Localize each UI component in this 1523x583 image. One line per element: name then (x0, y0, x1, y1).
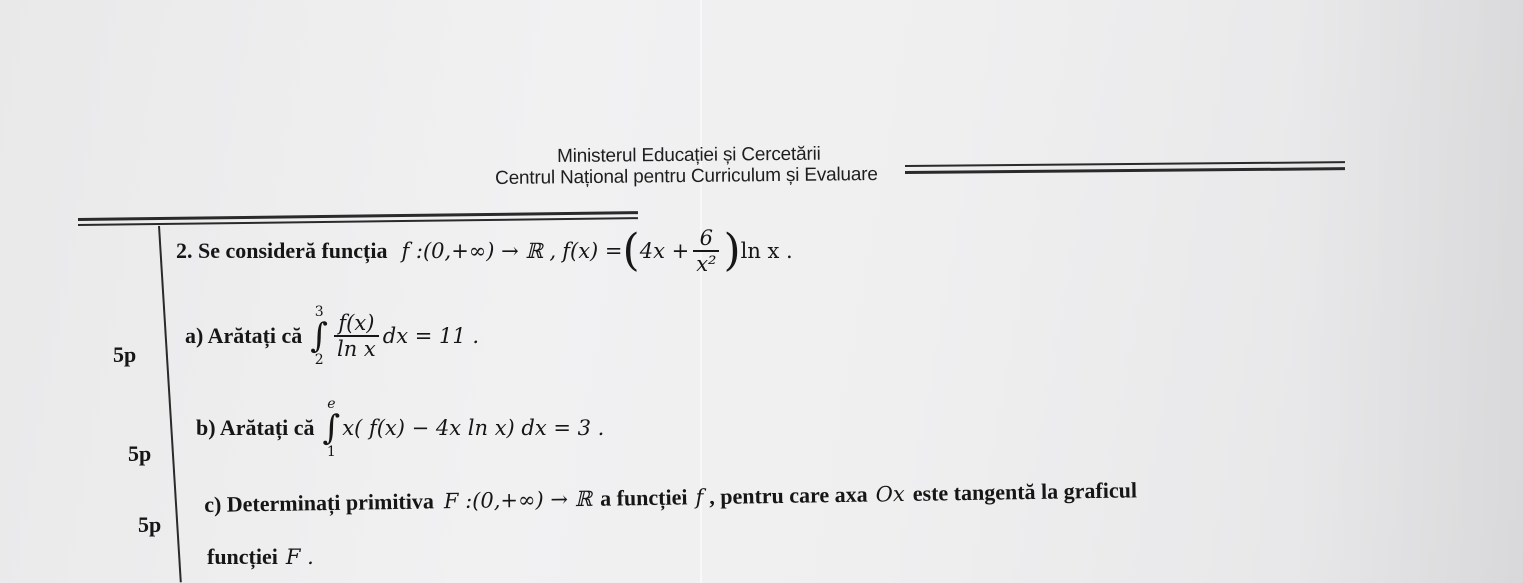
function-domain: f :(0,+∞) → ℝ , (401, 238, 557, 263)
part-a-points: 5p (113, 342, 137, 367)
part-a-denominator: ln x (337, 336, 376, 361)
part-a (185, 305, 479, 367)
integral-sign-icon: ∫ (322, 408, 341, 448)
page-shadow (1290, 0, 1523, 583)
function-def-left: f(x) = (562, 238, 623, 263)
part-b-integral (323, 397, 341, 459)
part-a-upper-limit: 3 (314, 304, 324, 320)
part-c (204, 477, 1137, 518)
part-a-fraction (334, 311, 379, 361)
part-c-text1: a funcției (599, 484, 688, 511)
part-c-label: c) Determinați primitiva (204, 488, 435, 517)
header-rule-thick-right (905, 167, 1345, 173)
problem-statement (176, 226, 793, 276)
part-b (196, 397, 604, 459)
points-column-rule (158, 226, 182, 582)
header-center: Centrul Național pentru Curriculum și Evaluare (495, 163, 878, 189)
part-b-expression: x( f(x) − 4x ln x) dx = 3 . (342, 416, 605, 440)
part-a-numerator: f(x) (338, 311, 375, 336)
fraction-denominator: x² (696, 251, 717, 276)
function-tail: ln x . (740, 238, 793, 263)
part-c-line2-F: F . (285, 545, 314, 569)
part-a-lower-limit: 2 (314, 352, 324, 368)
fraction-numerator: 6 (699, 226, 713, 250)
part-c-f: f (695, 485, 704, 510)
part-c-ox: Ox (875, 481, 905, 507)
part-c-text3: este tangentă la graficul (912, 477, 1138, 506)
part-a-integral (310, 305, 328, 367)
paren-open: ( (622, 224, 640, 276)
part-a-label: a) Arătați că (185, 323, 303, 348)
part-a-tail: dx = 11 . (382, 324, 480, 348)
part-c-line2 (207, 544, 314, 570)
header-rule-thin-right (905, 161, 1345, 166)
problem-number-label: 2. Se consideră funcția (176, 237, 388, 263)
part-c-text2: , pentru care axa (709, 481, 868, 510)
paren-close: ) (723, 224, 741, 276)
part-b-upper-limit: e (327, 396, 336, 412)
part-b-label: b) Arătați că (196, 415, 315, 440)
header-ministry: Ministerul Educației și Cercetării (557, 143, 821, 167)
integral-sign-icon: ∫ (310, 316, 329, 356)
part-c-line2-text: funcției (207, 544, 278, 569)
part-c-points: 5p (138, 512, 162, 537)
function-4x: 4x + (639, 238, 690, 263)
part-b-points: 5p (128, 441, 152, 466)
part-b-lower-limit: 1 (326, 444, 336, 460)
function-fraction (693, 226, 719, 276)
part-c-expression: F :(0,+∞) → ℝ (443, 486, 593, 514)
